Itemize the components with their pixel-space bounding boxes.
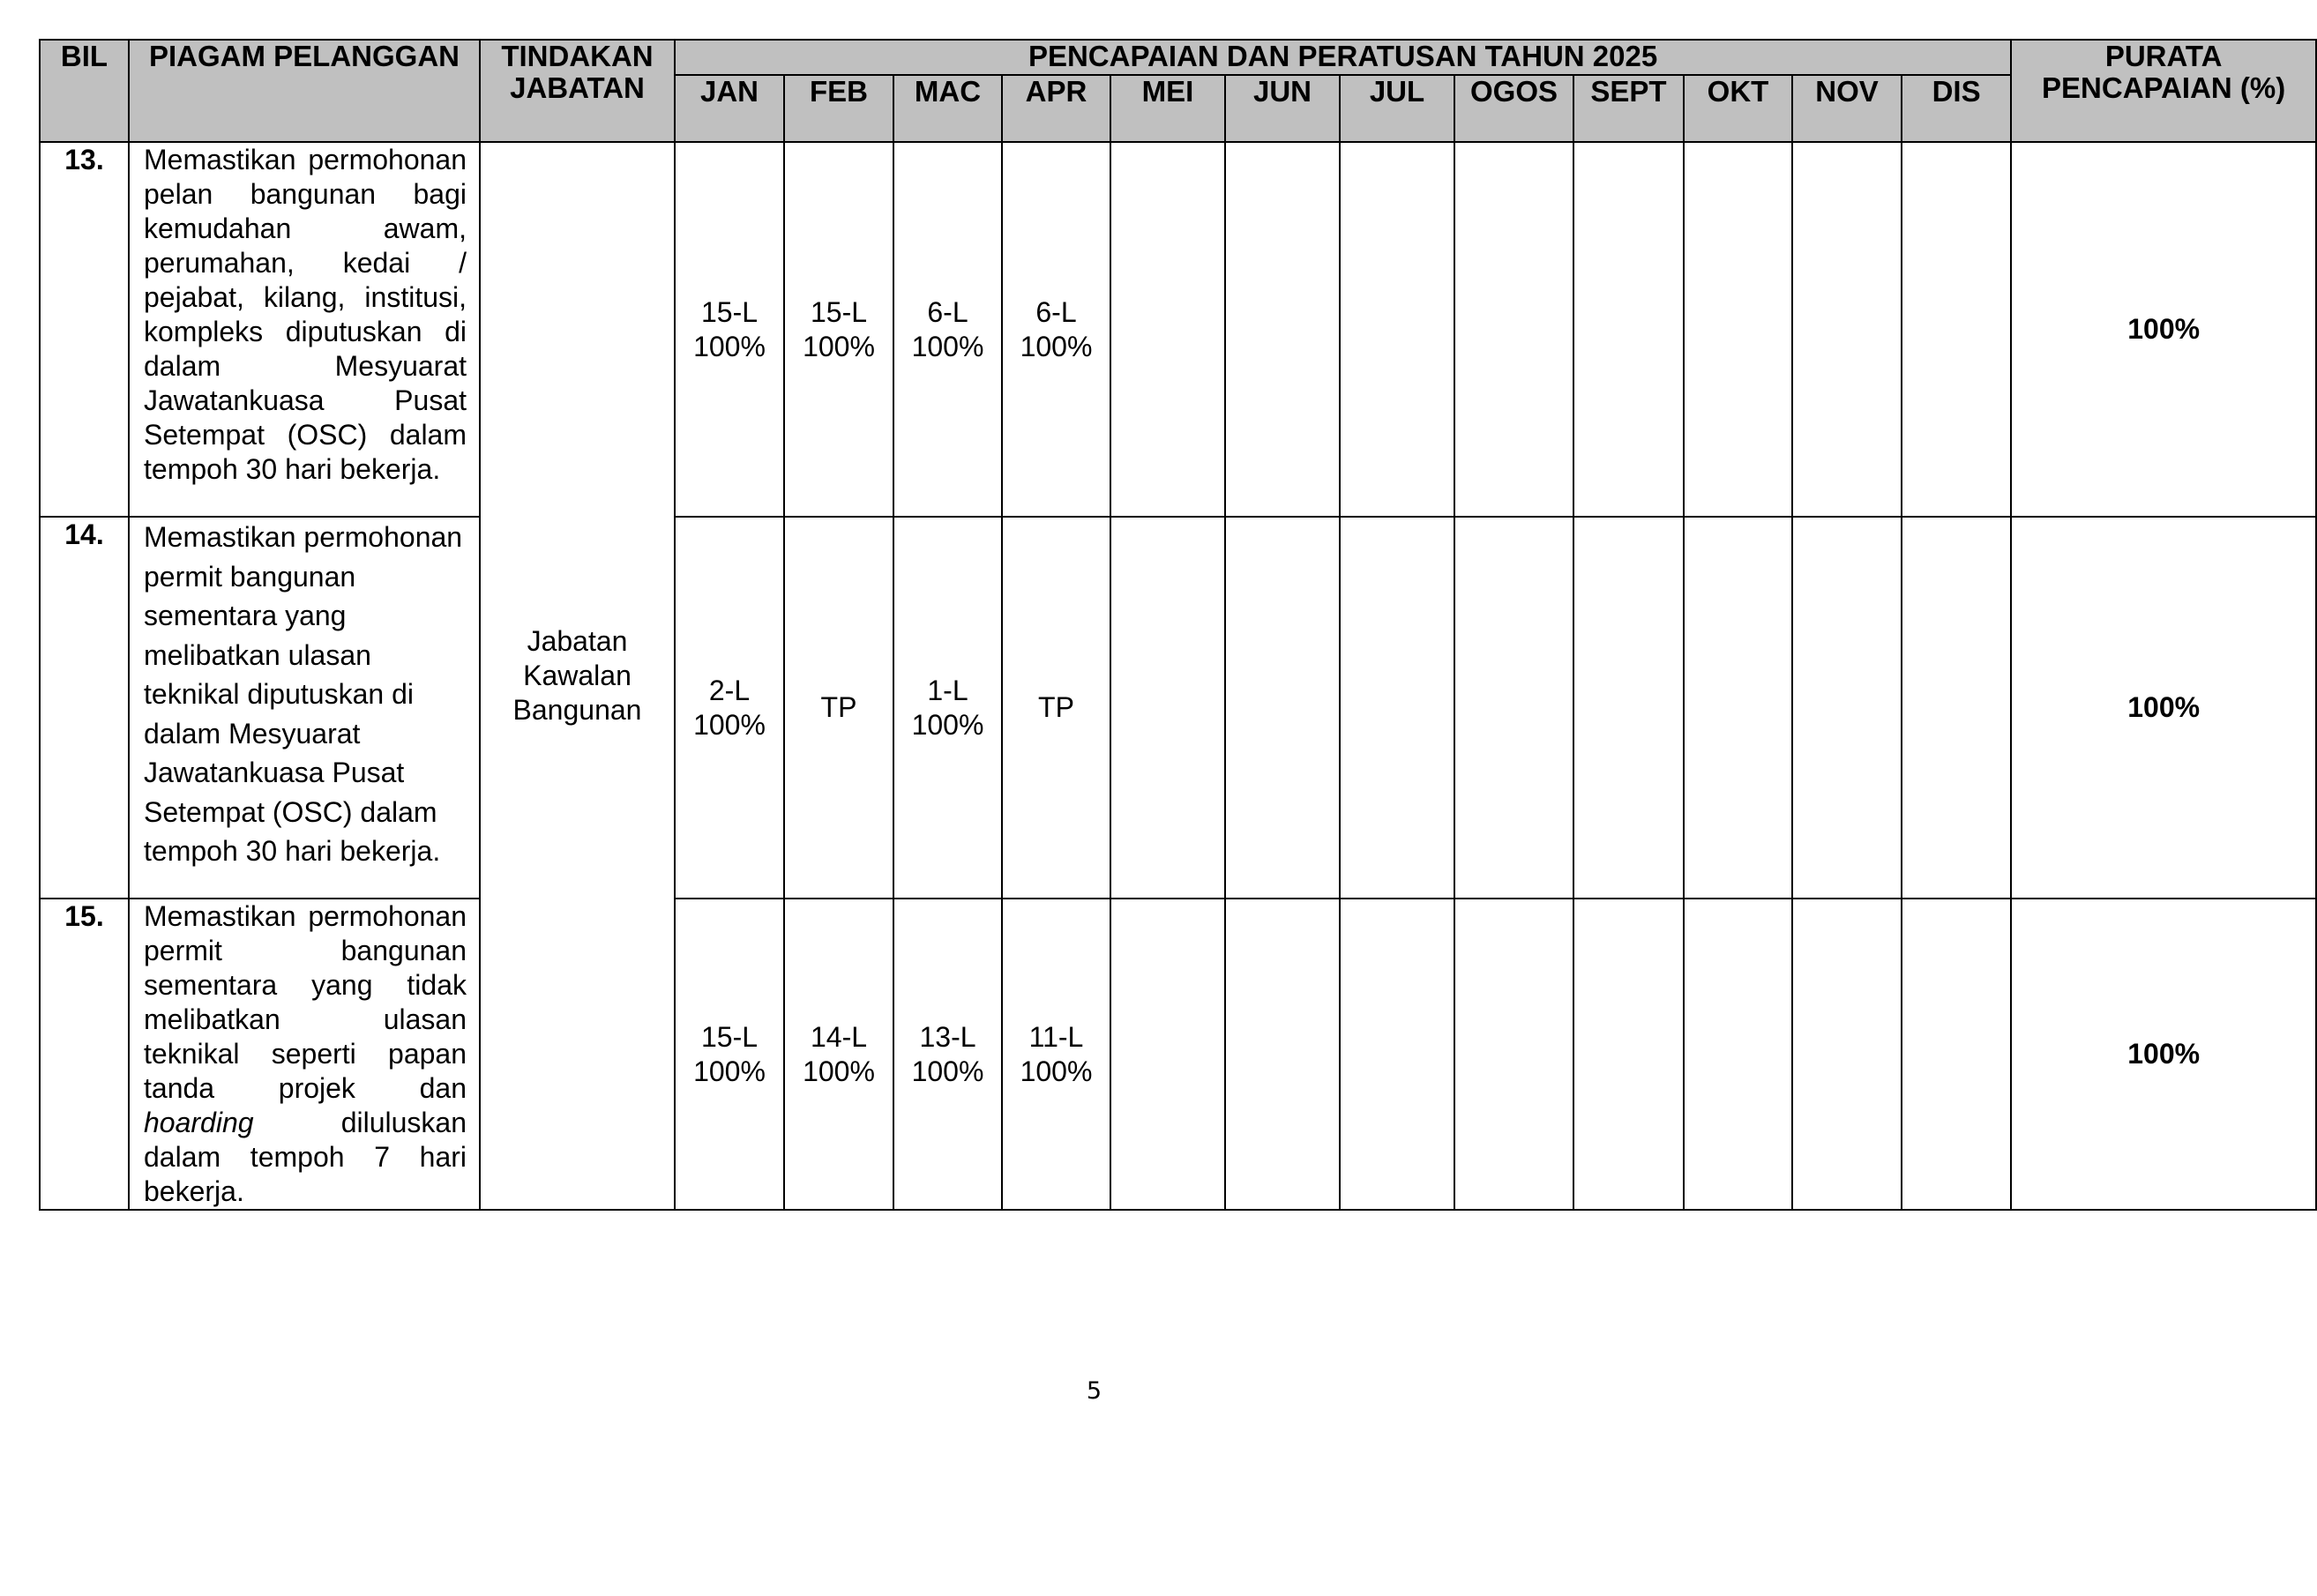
average-achievement: 100%	[2011, 517, 2316, 899]
charter-description-italic: hoarding	[144, 1107, 254, 1138]
month-cell	[1002, 899, 1110, 1210]
month-cell	[1454, 142, 1573, 517]
header-purata-pencapaian: PURATA PENCAPAIAN (%)	[2011, 40, 2316, 142]
charter-description: Memastikan permohonan pelan bangunan bagi kemudahan awam, perumahan, kedai / pejabat, kilang, institusi, kompleks diputuskan di dalam Mesyuarat Jawatankuasa Pusat Setempat (OSC) dalam tempoh 30 hari bekerja.	[129, 142, 480, 517]
month-percent: 100%	[693, 1055, 766, 1087]
month-cell	[893, 899, 1002, 1210]
month-cell	[1225, 899, 1340, 1210]
header-month: APR	[1002, 75, 1110, 142]
header-month: FEB	[784, 75, 893, 142]
header-tindakan-jabatan: TINDAKAN JABATAN	[480, 40, 675, 142]
achievement-table	[39, 39, 2317, 1211]
charter-description-text: diluluskan dalam tempoh 7 hari bekerja.	[144, 1107, 467, 1207]
month-cell	[1573, 517, 1684, 899]
month-cell	[893, 517, 1002, 899]
month-cell	[1225, 517, 1340, 899]
month-cell	[784, 899, 893, 1210]
month-percent: 100%	[911, 330, 984, 362]
page-number: 5	[1086, 1377, 1102, 1405]
row-number: 14.	[40, 517, 129, 899]
month-cell	[1792, 899, 1902, 1210]
month-cell	[1792, 517, 1902, 899]
month-cell	[675, 142, 784, 517]
month-count: 1-L	[927, 674, 968, 706]
month-count: 13-L	[919, 1020, 976, 1053]
month-cell	[1573, 142, 1684, 517]
header-pencapaian-group: PENCAPAIAN DAN PERATUSAN TAHUN 2025	[675, 40, 2011, 75]
month-percent: 100%	[803, 330, 875, 362]
table-row	[40, 517, 2316, 899]
month-count: 15-L	[810, 295, 868, 328]
header-month: JUL	[1340, 75, 1454, 142]
month-cell	[1902, 899, 2011, 1210]
month-count: TP	[1038, 691, 1074, 723]
month-percent: 100%	[693, 330, 766, 362]
charter-description-text: Memastikan permohonan permit bangunan sementara yang tidak melibatkan ulasan teknikal seperti papan tanda projek dan	[144, 900, 467, 1104]
average-achievement: 100%	[2011, 899, 2316, 1210]
month-cell	[1684, 899, 1792, 1210]
month-cell	[1225, 142, 1340, 517]
month-percent: 100%	[803, 1055, 875, 1087]
month-count: TP	[820, 691, 857, 723]
header-month: MAC	[893, 75, 1002, 142]
department-cell: Jabatan Kawalan Bangunan	[480, 142, 675, 1210]
table-row	[40, 899, 2316, 1210]
row-number: 13.	[40, 142, 129, 517]
month-cell	[1002, 142, 1110, 517]
month-cell	[1792, 142, 1902, 517]
month-cell	[1454, 899, 1573, 1210]
month-cell	[784, 142, 893, 517]
month-cell	[1110, 142, 1225, 517]
month-percent: 100%	[693, 708, 766, 741]
header-piagam-pelanggan: PIAGAM PELANGGAN	[129, 40, 480, 142]
month-count: 11-L	[1028, 1020, 1084, 1053]
average-achievement: 100%	[2011, 142, 2316, 517]
table-header	[40, 40, 2316, 142]
month-cell	[1902, 517, 2011, 899]
month-percent: 100%	[1020, 330, 1093, 362]
month-cell	[1340, 142, 1454, 517]
month-percent: 100%	[1020, 1055, 1093, 1087]
month-count: 15-L	[700, 295, 759, 328]
month-percent: 100%	[911, 708, 984, 741]
header-month: DIS	[1902, 75, 2011, 142]
month-count: 6-L	[927, 295, 968, 328]
month-cell	[1110, 517, 1225, 899]
row-number: 15.	[40, 899, 129, 1210]
charter-description	[129, 899, 480, 1210]
month-cell	[893, 142, 1002, 517]
month-cell	[1454, 517, 1573, 899]
charter-description: Memastikan permohonan permit bangunan sementara yang melibatkan ulasan teknikal diputuskan di dalam Mesyuarat Jawatankuasa Pusat Setempat (OSC) dalam tempoh 30 hari bekerja.	[129, 517, 480, 899]
header-month: OKT	[1684, 75, 1792, 142]
month-cell	[1684, 142, 1792, 517]
header-month: JUN	[1225, 75, 1340, 142]
month-count: 15-L	[700, 1020, 759, 1053]
month-cell	[1902, 142, 2011, 517]
month-cell	[675, 517, 784, 899]
table-row	[40, 142, 2316, 517]
header-month: JAN	[675, 75, 784, 142]
month-cell	[1002, 517, 1110, 899]
month-percent: 100%	[911, 1055, 984, 1087]
month-cell	[1684, 517, 1792, 899]
header-month: SEPT	[1573, 75, 1684, 142]
header-month: OGOS	[1454, 75, 1573, 142]
month-cell	[675, 899, 784, 1210]
header-month: MEI	[1110, 75, 1225, 142]
month-count: 6-L	[1035, 295, 1077, 328]
header-month: NOV	[1792, 75, 1902, 142]
month-cell	[784, 517, 893, 899]
month-cell	[1340, 517, 1454, 899]
month-cell	[1573, 899, 1684, 1210]
month-count: 2-L	[708, 674, 751, 706]
month-cell	[1340, 899, 1454, 1210]
header-bil: BIL	[40, 40, 129, 142]
month-count: 14-L	[810, 1020, 868, 1053]
table-body	[40, 142, 2316, 1210]
month-cell	[1110, 899, 1225, 1210]
